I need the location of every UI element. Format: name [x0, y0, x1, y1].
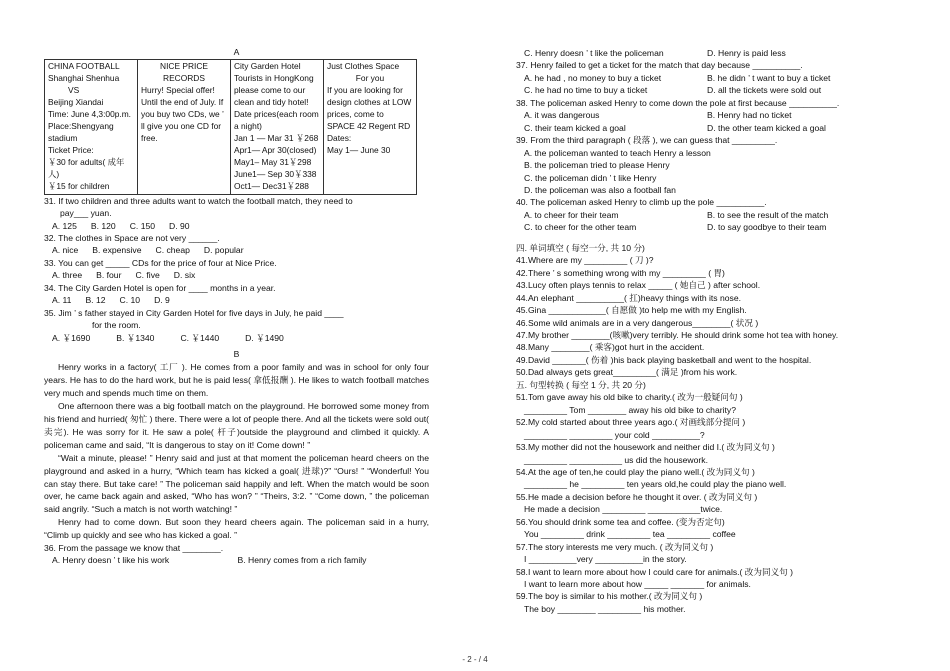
fill-blank-item: 42.There ’ s something wrong with my _________ ( 胃)	[516, 267, 725, 278]
option: D. to say goodbye to their team	[707, 222, 827, 233]
option: A. three	[52, 270, 83, 281]
transform-question: 57.The story interests me very much. ( 改为同义句 )	[516, 541, 714, 552]
ad-text: City Garden Hotel	[234, 61, 301, 72]
ad-text: NICE PRICE	[160, 61, 208, 72]
passage-paragraph: “Wait a minute, please! ” Henry said and just at that moment the policeman heard cheers on the playground and asked in a hurry, “Which team has kicked a goal( 进球)?” “Ours! ” “Wonderful! You can stay there. But take care! ” The policeman said happily and left. When the match would be soon over, he came back again and asked, “Who has won? ” “Theirs, 3:2. ” “Come down, ” the policeman said angrily. “Such a match is not worth watching! ”	[44, 452, 429, 515]
ad-text: Shanghai Shenhua	[48, 73, 120, 84]
option-row	[516, 122, 896, 134]
ad-text: May1– May 31￥298	[234, 156, 312, 167]
question-text: 34. The City Garden Hotel is open for ____ months in a year.	[44, 282, 276, 293]
transform-answer-blank: _________ Tom ________ away his old bike to charity?	[524, 404, 736, 415]
ad-text: Place:Shengyang stadium	[48, 121, 114, 143]
passage-paragraph: Henry had to come down. But soon they heard cheers again. The policeman said in a hurry, “Climb up quickly and see who has kicked a goal. ”	[44, 517, 429, 541]
option: D. 90	[169, 220, 190, 231]
option: C. he had no time to buy a ticket	[524, 85, 648, 96]
fill-blank-item: 44.An elephant __________( 扛)heavy things with its nose.	[516, 292, 742, 303]
option: D. all the tickets were sold out	[707, 85, 822, 96]
option: B. to see the result of the match	[707, 209, 829, 220]
ad-text: Just Clothes Space	[327, 61, 400, 72]
page-number: - 2 - / 4	[462, 655, 488, 664]
option: A. 11	[52, 295, 72, 306]
option: B. Henry comes from a rich family	[237, 555, 367, 566]
option: D. the policeman was also a football fan	[524, 184, 676, 195]
question-text: pay___ yuan.	[60, 208, 112, 219]
questions-37-40	[516, 47, 896, 234]
transform-answer-blank: I __________very __________in the story.	[524, 554, 687, 565]
question-32	[44, 232, 429, 257]
football-ad	[45, 60, 138, 194]
ad-text: Apr1— Apr 30(closed)	[234, 144, 317, 155]
transform-question: 56.You should drink some tea and coffee. (变为否定句)	[516, 516, 725, 527]
option: B. the policeman tried to please Henry	[524, 160, 670, 171]
question-text: 38. The policeman asked Henry to come down the pole at first because __________.	[516, 97, 840, 108]
option: B. he didn ’ t want to buy a ticket	[707, 72, 831, 83]
transform-question: 54.At the age of ten,he could play the piano well.( 改为同义句 )	[516, 466, 755, 477]
transform-question: 55.He made a decision before he thought it over. ( 改为同义句 )	[516, 491, 758, 502]
option: B. 120	[90, 220, 116, 231]
option: A. to cheer for their team	[524, 209, 619, 220]
ad-text: ￥30 for adults( 成年人)	[48, 156, 125, 179]
option: B. Henry had no ticket	[707, 110, 792, 121]
option-row	[516, 221, 896, 233]
fill-blank-item: 47.My brother ________(咳嗽)very terribly. He should drink some hot tea with honey.	[516, 329, 839, 340]
option: A. Henry doesn ’ t like his work	[52, 555, 170, 566]
transform-question: 53.My mother did not the housework and neither did I.( 改为同义句 )	[516, 442, 775, 453]
question-text: 33. You can get _____ CDs for the price of four at Nice Price.	[44, 257, 277, 268]
ad-text: Hurry! Special offer! Until the end of July. If you buy two CDs, we ’ ll give you one CD for free.	[141, 85, 224, 143]
question-text: 40. The policeman asked Henry to climb up the pole __________.	[516, 197, 767, 208]
ad-text: CHINA FOOTBALL	[48, 61, 120, 72]
transform-answer-blank: I want to learn more about how _____ _______ for animals.	[524, 579, 751, 590]
option: A. the policeman wanted to teach Henry a lesson	[524, 147, 711, 158]
option: D. ￥1490	[245, 332, 284, 343]
option: D. Henry is paid less	[707, 48, 786, 58]
fill-blank-item: 43.Lucy often plays tennis to relax _____ ( 她自己 ) after school.	[516, 280, 761, 291]
option: A. he had , no money to buy a ticket	[524, 72, 662, 83]
clothes-ad	[324, 60, 417, 194]
question-text: 31. If two children and three adults want to watch the football match, they need to	[44, 195, 353, 206]
fill-blank-item: 45.Gina ____________( 自愿做 )to help me with my English.	[516, 305, 747, 316]
question-33	[44, 257, 429, 282]
ad-text: Jan 1 — Mar 31 ￥268	[234, 132, 319, 143]
question-text: 32. The clothes in Space are not very ______.	[44, 232, 220, 243]
sentence-transform-section	[516, 391, 896, 615]
nice-price-ad	[138, 60, 231, 194]
fill-blank-item: 41.Where are my _________ ( 刀 )?	[516, 255, 654, 266]
hotel-ad	[231, 60, 324, 194]
option: A. ￥1690	[52, 332, 91, 343]
option: A. 125	[52, 220, 77, 231]
option: C. five	[135, 270, 160, 281]
transform-answer-blank: _________ he _________ ten years old,he could play the piano well.	[524, 479, 787, 490]
option-row	[516, 72, 896, 84]
option: C. Henry doesn ’ t like the policeman	[524, 48, 664, 58]
question-35	[44, 307, 429, 344]
option: C. the policeman didn ’ t like Henry	[524, 172, 657, 183]
section-b-title: B	[233, 349, 240, 360]
question-31	[44, 195, 429, 232]
ad-text: Date prices(each room a night)	[234, 109, 319, 132]
option: D. popular	[203, 245, 244, 256]
fill-blank-item: 46.Some wild animals are in a very dangerous________( 状况 )	[516, 317, 759, 328]
option: B. ￥1340	[116, 332, 155, 343]
option: D. 9	[154, 295, 170, 306]
section-a-title: A	[233, 47, 240, 57]
ad-text: For you	[355, 73, 385, 84]
option: C. 150	[129, 220, 156, 231]
option: C. their team kicked a goal	[524, 122, 626, 133]
option: C. to cheer for the other team	[524, 222, 637, 233]
left-column	[44, 44, 429, 567]
passage-paragraph: Henry works in a factory( 工厂 ). He comes from a poor family and was in school for only four years. He has to do the hard work, but he is paid less( 拿低报酬 ). He likes to watch football matches very much and spends much time on them.	[44, 362, 429, 399]
question-text: 39. From the third paragraph ( 段落 ), we can guess that _________.	[516, 135, 778, 146]
ad-text: ￥15 for children	[48, 180, 110, 191]
word-fill-section	[516, 254, 896, 379]
right-column	[516, 47, 896, 615]
ad-text: If you are looking for design clothes at LOW prices, come to SPACE 42 Regent RD	[327, 85, 412, 132]
option: A. it was dangerous	[524, 110, 600, 121]
section-4-title: 四. 单词填空 ( 每空一分, 共 10 分)	[516, 242, 645, 253]
ads-table	[44, 59, 417, 194]
ad-text: June1— Sep 30￥338	[234, 168, 317, 179]
transform-answer-blank: He made a decision _________ ___________twice.	[524, 504, 723, 515]
ad-text: VS	[68, 85, 80, 96]
ad-text: Ticket Price:	[48, 144, 94, 155]
option: A. nice	[52, 245, 79, 256]
fill-blank-item: 49.David _______( 伤着 )his back playing basketball and went to the hospital.	[516, 354, 812, 365]
option-row	[516, 47, 896, 59]
question-34	[44, 282, 429, 307]
ad-text: Tourists in HongKong please come to our clean and tidy hotel!	[234, 73, 314, 108]
passage-paragraph: One afternoon there was a big football match on the playground. He borrowed some money from his friend and hurried( 匆忙 ) there. There were a lot of people there. And all the tickets were sold out( 卖完). He was sorry for it. He saw a pole( 杆子)outside the playground and climbed it quickly. A policeman came and said, “It is dangerous to stay on it! Come down! ”	[44, 401, 429, 450]
ad-text: RECORDS	[163, 73, 205, 84]
ad-text: May 1— June 30	[327, 144, 391, 155]
option: D. the other team kicked a goal	[707, 122, 826, 133]
ad-text: Time: June 4,3:00p.m.	[48, 109, 132, 120]
question-36: 36. From the passage we know that ________.	[44, 542, 224, 553]
transform-question: 51.Tom gave away his old bike to charity.( 改为一般疑问句 )	[516, 392, 743, 403]
transform-answer-blank: _________ _________ your cold __________?	[524, 429, 705, 440]
option: B. four	[96, 270, 122, 281]
transform-question: 59.The boy is similar to his mother.( 改为同义句 )	[516, 591, 703, 602]
option-row	[516, 109, 896, 121]
option: D. six	[173, 270, 196, 281]
option-row	[516, 209, 896, 221]
ad-text: Beijing Xiandai	[48, 97, 104, 108]
option: B. expensive	[92, 245, 142, 256]
option-row	[516, 84, 896, 96]
transform-question: 52.My cold started about three years ago.( 对画线部分提问 )	[516, 417, 746, 428]
section-5-title: 五. 句型转换 ( 每空 1 分, 共 20 分)	[516, 379, 646, 390]
transform-answer-blank: The boy ________ _________ his mother.	[524, 603, 686, 614]
transform-answer-blank: You _________ drink _________ tea _________ coffee	[524, 529, 736, 540]
ad-text: Dates:	[327, 132, 352, 143]
fill-blank-item: 50.Dad always gets great_________( 满足 )from his work.	[516, 367, 738, 378]
fill-blank-item: 48.Many ________( 乘客)got hurt in the accident.	[516, 342, 705, 353]
question-text: 35. Jim ’ s father stayed in City Garden Hotel for five days in July, he paid ____	[44, 307, 344, 318]
option: C. 10	[119, 295, 141, 306]
question-text: for the room.	[92, 320, 141, 331]
question-text: 37. Henry failed to get a ticket for the match that day because __________.	[516, 60, 803, 71]
ad-text: Oct1— Dec31￥288	[234, 180, 309, 191]
transform-question: 58.I want to learn more about how I could care for animals.( 改为同义句 )	[516, 566, 794, 577]
option: C. cheap	[155, 245, 190, 256]
transform-answer-blank: _________ ___________ us did the housework.	[524, 454, 708, 465]
option: B. 12	[85, 295, 106, 306]
option: C. ￥1440	[180, 332, 220, 343]
